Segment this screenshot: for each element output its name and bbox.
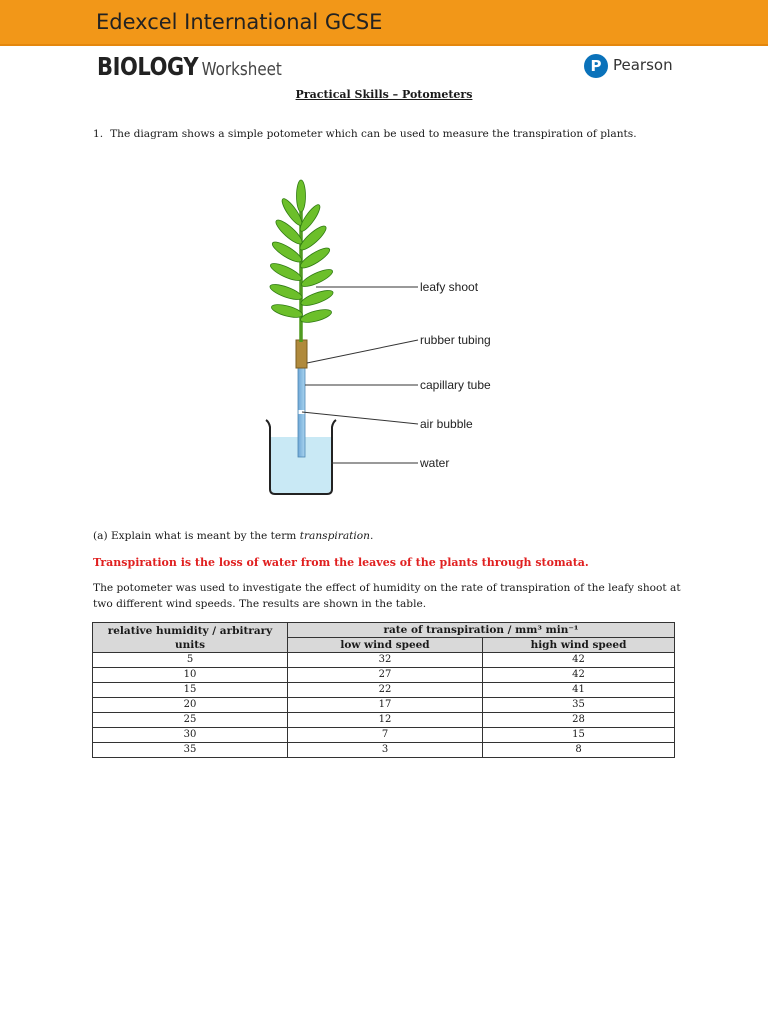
cell-high-wind: 41 [483, 683, 675, 698]
question-text: The diagram shows a simple potometer which can be used to measure the transpiration of plants. [110, 128, 637, 140]
worksheet-label: Worksheet [201, 59, 282, 80]
table-row [93, 653, 675, 668]
cell-humidity: 10 [93, 668, 288, 683]
header-low-wind: low wind speed [288, 638, 483, 653]
cell-humidity: 15 [93, 683, 288, 698]
cell-low-wind: 3 [288, 743, 483, 758]
cell-low-wind: 27 [288, 668, 483, 683]
header-rate: rate of transpiration / mm³ min⁻¹ [288, 623, 675, 638]
cell-humidity: 20 [93, 698, 288, 713]
table-row [93, 743, 675, 758]
question-part-a [93, 530, 373, 542]
cell-low-wind: 22 [288, 683, 483, 698]
header-high-wind: high wind speed [483, 638, 675, 653]
results-intro: The potometer was used to investigate the effect of humidity on the rate of transpiration of the leafy shoot at two different wind speeds. The results are shown in the table. [93, 582, 681, 610]
cell-low-wind: 32 [288, 653, 483, 668]
part-a-prompt: (a) Explain what is meant by the term [93, 530, 297, 542]
results-table [92, 622, 675, 758]
table-row [93, 713, 675, 728]
rubber-tubing [296, 340, 307, 368]
exam-title: Edexcel International GCSE [96, 10, 383, 34]
cell-humidity: 5 [93, 653, 288, 668]
cell-high-wind: 35 [483, 698, 675, 713]
label-rubber-tubing: rubber tubing [420, 333, 491, 347]
part-a-term: transpiration. [299, 530, 374, 542]
publisher-name: Pearson [613, 56, 673, 74]
cell-humidity: 25 [93, 713, 288, 728]
table-row [93, 668, 675, 683]
label-air-bubble: air bubble [420, 417, 473, 431]
cell-high-wind: 28 [483, 713, 675, 728]
cell-high-wind: 42 [483, 668, 675, 683]
cell-low-wind: 17 [288, 698, 483, 713]
page-heading: Practical Skills – Potometers [295, 88, 473, 101]
table-row [93, 728, 675, 743]
part-a-answer: Transpiration is the loss of water from the leaves of the plants through stomata. [93, 556, 589, 569]
cell-low-wind: 7 [288, 728, 483, 743]
header-humidity: relative humidity / arbitrary units [93, 623, 288, 653]
cell-humidity: 30 [93, 728, 288, 743]
cell-high-wind: 8 [483, 743, 675, 758]
label-water: water [420, 456, 450, 470]
label-leafy-shoot: leafy shoot [420, 280, 479, 294]
cell-high-wind: 15 [483, 728, 675, 743]
question-number: 1. [93, 128, 104, 140]
table-row [93, 698, 675, 713]
cell-low-wind: 12 [288, 713, 483, 728]
label-capillary-tube: capillary tube [420, 378, 491, 392]
subject-name: BIOLOGY [97, 52, 199, 81]
table-row [93, 683, 675, 698]
cell-humidity: 35 [93, 743, 288, 758]
cell-high-wind: 42 [483, 653, 675, 668]
pearson-logo-icon: P [584, 54, 608, 78]
